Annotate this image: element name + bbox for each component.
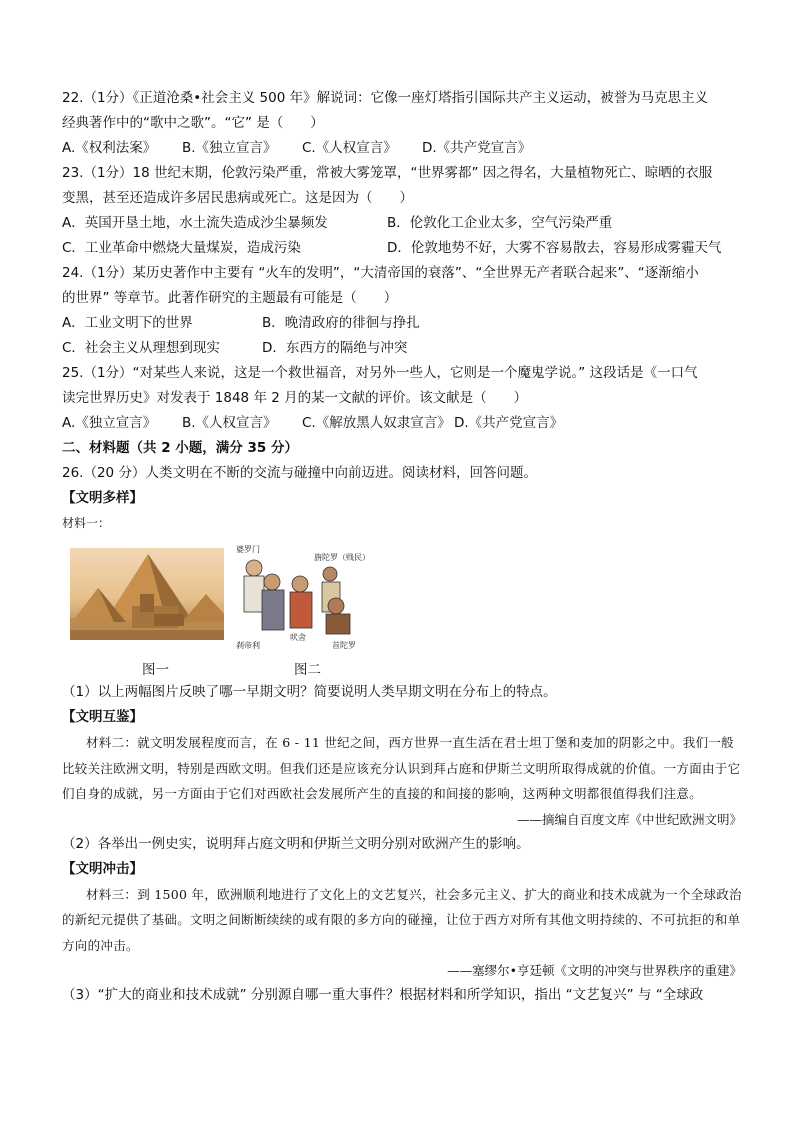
material1-label: 材料一： — [62, 516, 111, 530]
caste-label-brahmin: 婆罗门 — [236, 545, 260, 554]
q23-option-c[interactable]: C．工业革命中燃烧大量煤炭，造成污染 — [62, 240, 301, 256]
q23-options-row1 — [62, 211, 742, 236]
q26-sub2: （2）各举出一例史实，说明拜占庭文明和伊斯兰文明分别对欧洲产生的影响。 — [62, 835, 530, 852]
q25-option-d[interactable]: D.《共产党宣言》 — [454, 415, 564, 431]
q24-option-c[interactable]: C．社会主义从理想到现实 — [62, 340, 220, 356]
caste-label-kshatriya: 刹帝利 — [236, 641, 260, 650]
q24-options-row2 — [62, 336, 742, 361]
material3-source: ——塞缪尔•亨廷顿《文明的冲突与世界秩序的重建》 — [447, 963, 742, 978]
q24-option-d[interactable]: D．东西方的隔绝与冲突 — [262, 340, 408, 356]
q23-options-row2 — [62, 236, 742, 261]
section-heading: 二、材料题（共 2 小题，满分 35 分） — [62, 440, 298, 456]
q23-line2: 变黑，甚至还造成许多居民患病或死亡。这是因为（ ） — [62, 190, 413, 206]
q24-option-b[interactable]: B．晚清政府的徘徊与挣扎 — [262, 315, 420, 331]
material2-text: 材料二：就文明发展程度而言，在 6 - 11 世纪之间，西方世界一直生活在君士坦丁堡和麦加的阴影之中。我们一般比较关注欧洲文明，特别是西欧文明。但我们还是应该充分认识到拜占庭和伊斯兰文明所取得成就的价值。一方面由于它们自身的成就，另一方面由于它们对西欧社会发展所产生的直接的和间接的影响，这两种文明都很值得我们注意。 — [62, 735, 741, 801]
q22-option-b[interactable]: B.《独立宣言》 — [182, 140, 277, 156]
q23-line1: 23.（1分）18 世纪末期，伦敦污染严重，常被大雾笼罩，“世界雾都” 因之得名，大量植物死亡、晾晒的衣服 — [62, 165, 713, 181]
q23-option-a[interactable]: A．英国开垦土地，水土流失造成沙尘暴频发 — [62, 215, 328, 231]
q25-line2: 读完世界历史》对发表于 1848 年 2 月的某一文献的评价。该文献是（ ） — [62, 390, 528, 406]
material2 — [62, 730, 742, 807]
q24-options-row1 — [62, 311, 742, 336]
caste-label-dalit: 旃陀罗（贱民） — [314, 553, 370, 562]
q23-option-d[interactable]: D．伦敦地势不好，大雾不容易散去，容易形成雾霾天气 — [387, 240, 722, 256]
q22-line2: 经典著作中的“歌中之歌”。“它” 是（ ） — [62, 115, 324, 131]
q24-option-a[interactable]: A．工业文明下的世界 — [62, 315, 193, 331]
exam-page — [62, 86, 742, 1008]
material3-text: 材料三：到 1500 年，欧洲顺利地进行了文化上的文艺复兴，社会多元主义、扩大的商业和技术成就为一个全球政治的新纪元提供了基础。文明之间断断续续的或有限的多方向的碰撞，让位于西方对所有其他文明持续的、不可抗拒的和单方向的冲击。 — [62, 886, 742, 953]
q24-line1: 24.（1分）某历史著作中主要有 “火车的发明”，“大清帝国的衰落”、“全世界无产者联合起来”、“逐渐缩小 — [62, 265, 699, 281]
q26-intro: 26.（20 分）人类文明在不断的交流与碰撞中向前迈进。阅读材料，回答问题。 — [62, 465, 537, 481]
q26-sub1: （1）以上两幅图片反映了哪一早期文明？简要说明人类早期文明在分布上的特点。 — [62, 684, 557, 700]
q25-option-c[interactable]: C.《解放黑人奴隶宣言》 — [302, 415, 451, 431]
q25-option-b[interactable]: B.《人权宣言》 — [182, 415, 277, 431]
tag-civilization-exchange: 【文明互鉴】 — [62, 709, 143, 725]
pyramid-sphinx-image — [70, 548, 224, 640]
figure1-caption: 图一 — [142, 662, 169, 678]
caste-label-shudra: 首陀罗 — [332, 641, 356, 650]
caste-system-image — [232, 542, 370, 652]
q23-option-b[interactable]: B．伦敦化工企业太多，空气污染严重 — [387, 215, 613, 231]
q22-option-a[interactable]: A.《权利法案》 — [62, 140, 157, 156]
q25-line1: 25.（1分）“对某些人来说，这是一个救世福音，对另外一些人，它则是一个魔鬼学说。” 这段话是《一口气 — [62, 365, 698, 381]
tag-civilization-impact: 【文明冲击】 — [62, 860, 143, 877]
q26-sub3: （3）“扩大的商业和技术成就” 分别源自哪一重大事件？根据材料和所学知识，指出 “文艺复兴” 与 “全球政 — [62, 987, 704, 1003]
figures — [62, 542, 742, 680]
q22-options — [62, 136, 742, 161]
figure2-caption: 图二 — [294, 662, 321, 678]
q22-line1: 22.（1分）《正道沧桑•社会主义 500 年》解说词：它像一座灯塔指引国际共产主义运动，被誉为马克思主义 — [62, 90, 709, 106]
material3 — [62, 882, 742, 959]
q22-option-d[interactable]: D.《共产党宣言》 — [422, 140, 532, 156]
q25-options — [62, 411, 742, 436]
tag-civilization-diversity: 【文明多样】 — [62, 490, 143, 506]
q22-option-c[interactable]: C.《人权宣言》 — [302, 140, 397, 156]
material2-source: ——摘编自百度文库《中世纪欧洲文明》 — [516, 811, 742, 827]
caste-label-vaishya: 吠舍 — [290, 633, 306, 642]
q25-option-a[interactable]: A.《独立宣言》 — [62, 415, 157, 431]
q24-line2: 的世界” 等章节。此著作研究的主题最有可能是（ ） — [62, 290, 398, 306]
